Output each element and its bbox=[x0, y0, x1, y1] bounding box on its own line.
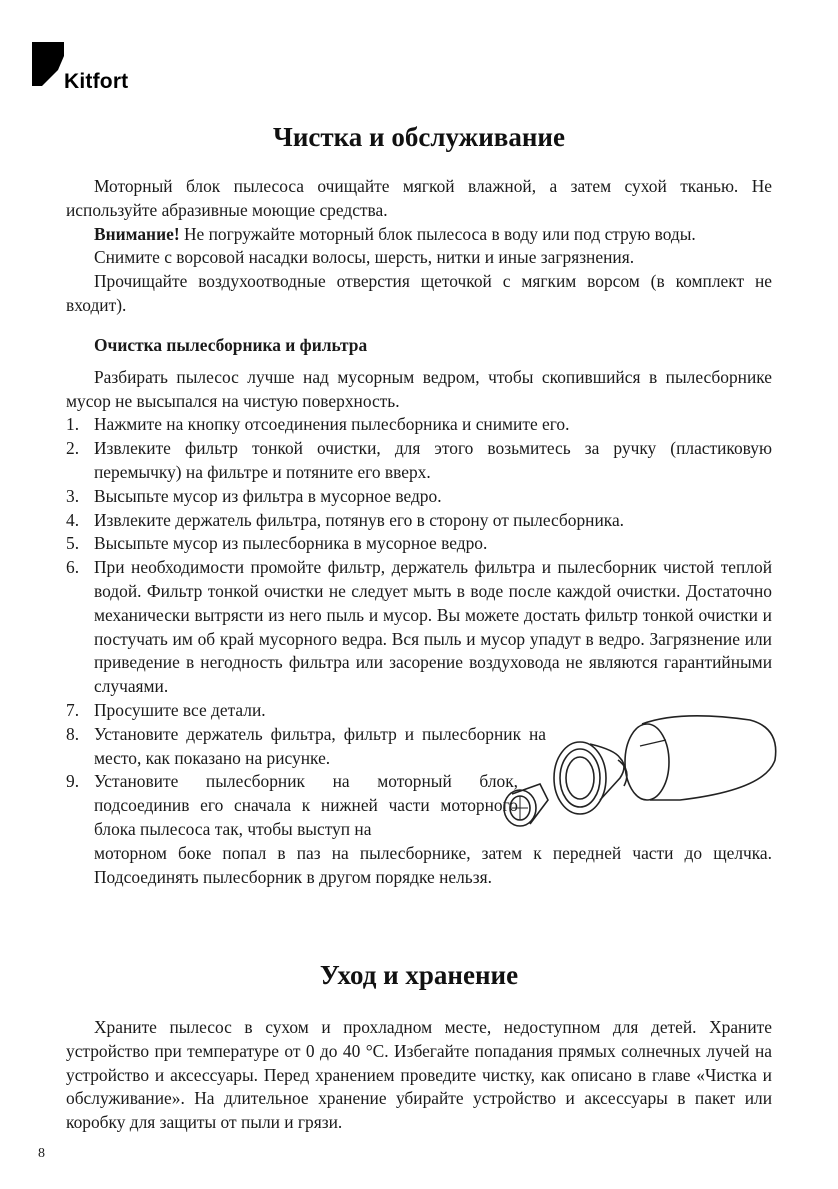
paragraph: Снимите с ворсовой насадки волосы, шерсть, нитки и иные загрязнения. bbox=[94, 247, 635, 268]
section-title-cleaning: Чистка и обслуживание bbox=[273, 122, 565, 152]
step-number: 5. bbox=[66, 533, 80, 554]
storage-section bbox=[66, 1016, 772, 1135]
step-text: Установите держатель фильтра, фильтр и пылесборник на место, как показано на рисунке. bbox=[94, 723, 546, 768]
step-number: 1. bbox=[66, 414, 80, 435]
list-item bbox=[66, 532, 772, 556]
step-number: 2. bbox=[66, 438, 80, 459]
cleaning-intro bbox=[66, 175, 772, 318]
step-text: Установите пылесборник на моторный блок, подсоединив его сначала к нижней части моторного блока пылесоса так, чтобы выступ на bbox=[94, 771, 518, 839]
step-text: Просушите все детали. bbox=[94, 699, 266, 720]
step-number: 3. bbox=[66, 485, 80, 506]
dust-container-assembly-illustration bbox=[490, 700, 790, 840]
paragraph: Разбирать пылесос лучше над мусорным ведром, чтобы скопившийся в пылесборнике мусор не высыпался на чистую поверхность. bbox=[66, 366, 772, 411]
step-text: Извлеките держатель фильтра, потянув его в сторону от пылесборника. bbox=[94, 509, 625, 530]
step-number: 6. bbox=[66, 557, 80, 578]
brand-name: Kitfort bbox=[64, 70, 129, 93]
step-text: Высыпьте мусор из фильтра в мусорное ведро. bbox=[94, 485, 442, 506]
step-number: 8. bbox=[66, 723, 80, 744]
warning-text: Не погружайте моторный блок пылесоса в воду или под струю воды. bbox=[179, 223, 696, 244]
list-item bbox=[66, 437, 772, 485]
dust-container-body bbox=[642, 716, 776, 800]
step-text: Извлеките фильтр тонкой очистки, для этого возьмитесь за ручку (пластиковую перемычку) на фильтре и потяните его вверх. bbox=[94, 438, 772, 482]
page-number: 8 bbox=[38, 1146, 45, 1161]
list-item bbox=[66, 723, 546, 771]
paragraph: Прочищайте воздухоотводные отверстия щеточкой с мягким ворсом (в комплект не входит). bbox=[66, 271, 772, 315]
step-text: Нажмите на кнопку отсоединения пылесборника и снимите его. bbox=[94, 414, 570, 435]
warning-label: Внимание! bbox=[94, 223, 180, 244]
list-item bbox=[66, 556, 772, 699]
warning-paragraph bbox=[66, 223, 772, 247]
dust-container-opening bbox=[625, 724, 669, 800]
step-text: Высыпьте мусор из пылесборника в мусорное ведро. bbox=[94, 533, 488, 554]
list-item bbox=[66, 485, 772, 509]
step-number: 4. bbox=[66, 509, 80, 530]
subsection-title: Очистка пылесборника и фильтра bbox=[94, 335, 368, 355]
step-number: 7. bbox=[66, 699, 80, 720]
step-number: 9. bbox=[66, 771, 80, 792]
section-title-storage: Уход и хранение bbox=[319, 960, 519, 990]
paragraph: Храните пылесос в сухом и прохладном месте, недоступном для детей. Храните устройство при температуре от 0 до 40 °С. Избегайте попадания прямых солнечных лучей на устройство и аксессуары. Перед хранением проведите чистку, как описано в главе «Чистка и обслуживание». На длительное хранение убирайте устройство и аксессуары в пакет или коробку для защиты от пыли и грязи. bbox=[66, 1017, 772, 1133]
step-text-continued: моторном боке попал в паз на пылесборнике, затем к передней части до щелчка. Подсоединять пылесборник в другом порядке нельзя. bbox=[94, 842, 772, 887]
list-item bbox=[66, 509, 772, 533]
step-text: При необходимости промойте фильтр, держатель фильтра и пылесборник чистой теплой водой. Фильтр тонкой очистки не следует мыть в воде после каждой очистки. Достаточно механически вытрясти из него пыль и мусор. Вы можете достать фильтр тонкой очистки и постучать им об край мусорного ведра. Вся пыль и мусор упадут в ведро. Загрязнение или приведение в негодность фильтра или засорение воздуховода не являются гарантийными случаями. bbox=[94, 557, 772, 697]
list-item bbox=[66, 413, 772, 437]
paragraph: Моторный блок пылесоса очищайте мягкой влажной, а затем сухой тканью. Не используйте абразивные моющие средства. bbox=[66, 176, 772, 220]
